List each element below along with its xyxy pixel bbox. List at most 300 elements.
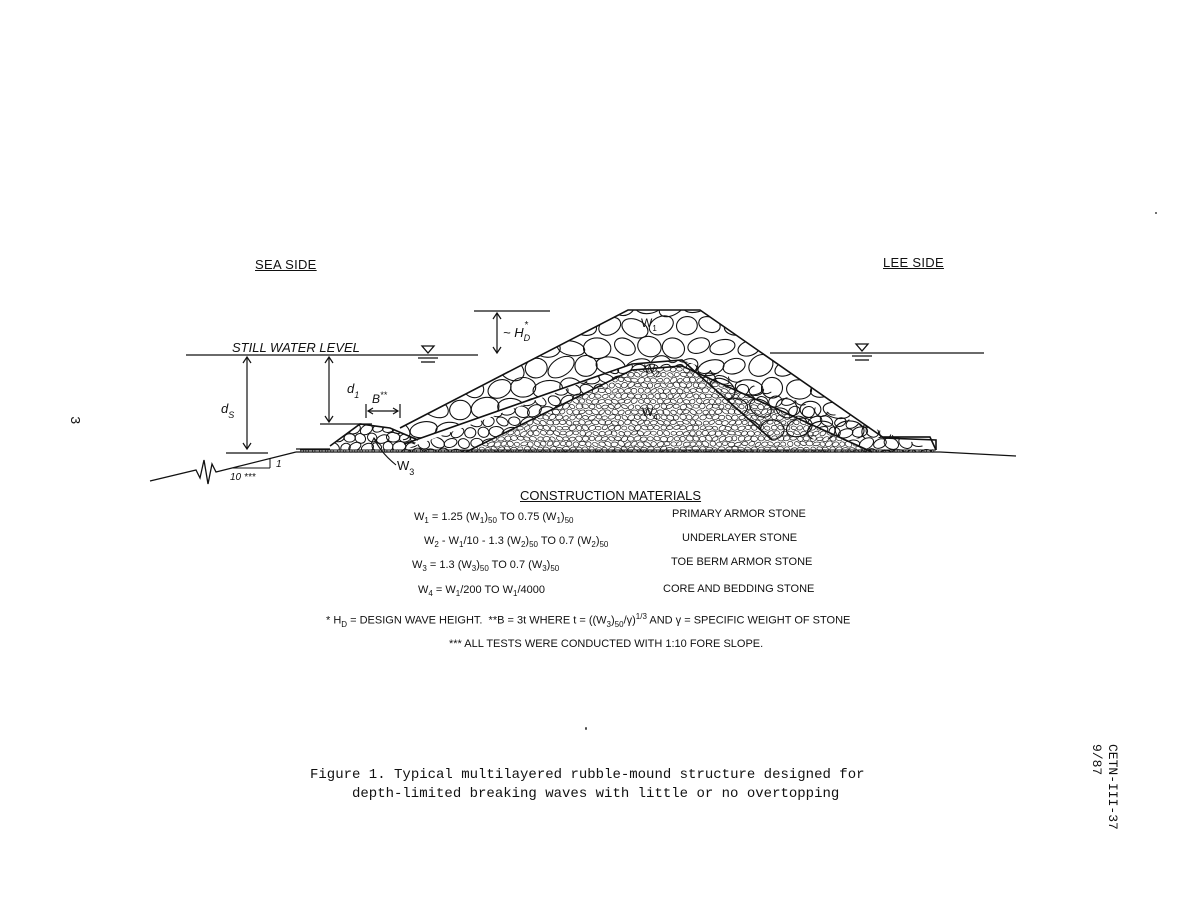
stone xyxy=(596,414,602,419)
stone xyxy=(501,388,508,393)
stone xyxy=(407,373,441,402)
stone xyxy=(481,367,488,371)
stone xyxy=(848,361,856,368)
stone xyxy=(810,361,817,367)
stone xyxy=(806,366,814,373)
stone xyxy=(456,352,471,364)
stone xyxy=(676,367,682,371)
stone xyxy=(585,441,591,447)
stone xyxy=(537,447,542,451)
stone xyxy=(709,399,715,405)
w4-label: $W_4$ xyxy=(642,405,658,422)
stone xyxy=(494,366,502,373)
material-formula-w4: $W_4 = W_1/200$ TO $W_1/4000$ xyxy=(418,584,545,599)
stone xyxy=(501,384,517,395)
stone xyxy=(611,293,639,319)
stone xyxy=(822,436,830,443)
stone xyxy=(578,367,585,373)
stone xyxy=(611,334,638,358)
stone xyxy=(477,426,491,439)
stone xyxy=(774,430,780,435)
material-formula-w1: $W_1 = 1.25$ $(W_1)_{50}$ TO 0.75 $(W_1)_{50}$ xyxy=(414,511,574,526)
stone xyxy=(436,382,451,397)
stone xyxy=(835,372,842,379)
stone xyxy=(674,372,680,377)
stone xyxy=(851,376,859,383)
stone xyxy=(586,399,593,404)
stone xyxy=(628,425,635,431)
stone xyxy=(758,360,765,367)
ds-label: $d_S$ xyxy=(221,401,235,420)
stone xyxy=(865,367,872,373)
stone xyxy=(721,420,728,426)
stone xyxy=(468,365,477,373)
stone xyxy=(690,389,696,393)
stone xyxy=(486,402,504,419)
stone xyxy=(497,383,503,388)
stone xyxy=(751,404,758,409)
stone xyxy=(835,377,861,396)
stone xyxy=(728,431,736,436)
stone xyxy=(705,394,711,398)
stone xyxy=(822,400,853,421)
stone xyxy=(485,372,491,377)
stone xyxy=(505,362,511,367)
stone xyxy=(813,366,821,372)
stone xyxy=(793,436,809,451)
stone xyxy=(827,406,840,415)
stone xyxy=(402,350,419,364)
stone xyxy=(622,426,627,430)
stone xyxy=(832,373,847,385)
stone xyxy=(562,426,569,430)
stone xyxy=(537,425,543,430)
stone xyxy=(661,425,667,430)
stone xyxy=(675,315,698,336)
stone xyxy=(689,408,697,415)
stone xyxy=(627,393,634,398)
stone xyxy=(855,360,862,367)
stone xyxy=(520,388,528,394)
stone xyxy=(733,447,751,463)
ds-dimension xyxy=(226,357,268,453)
stone xyxy=(734,378,763,396)
stone xyxy=(667,372,674,378)
stone xyxy=(417,392,452,422)
stone xyxy=(758,332,790,360)
stone xyxy=(566,408,573,415)
stone xyxy=(654,383,661,389)
stone xyxy=(897,395,913,409)
stone xyxy=(844,376,852,384)
stone xyxy=(533,441,541,448)
stone xyxy=(745,350,777,380)
stone xyxy=(407,338,438,360)
stone xyxy=(829,383,836,387)
stone xyxy=(737,371,746,379)
stone xyxy=(897,414,914,428)
stone xyxy=(810,372,816,378)
stone xyxy=(772,446,789,460)
stone xyxy=(524,357,549,380)
stone xyxy=(838,383,853,397)
stone xyxy=(573,431,578,435)
stone xyxy=(857,339,887,357)
stone xyxy=(865,377,871,383)
stone xyxy=(869,382,875,387)
stone xyxy=(547,319,575,336)
stone xyxy=(771,382,778,388)
stone xyxy=(871,366,878,371)
stone xyxy=(708,419,715,425)
stone xyxy=(478,361,485,365)
stone xyxy=(465,382,472,388)
stone xyxy=(877,450,893,461)
stone xyxy=(517,372,523,376)
stone xyxy=(431,373,444,384)
stone xyxy=(922,391,941,408)
stone xyxy=(843,313,874,338)
stone xyxy=(735,362,748,374)
stone xyxy=(476,362,490,373)
stone xyxy=(592,431,599,437)
stone xyxy=(563,446,581,463)
stone xyxy=(511,362,518,366)
stone xyxy=(488,366,495,373)
stone xyxy=(385,337,411,357)
stone xyxy=(508,298,538,317)
material-desc-w1: PRIMARY ARMOR STONE xyxy=(672,508,806,520)
stone xyxy=(574,354,599,377)
stone xyxy=(637,441,645,448)
swl-marker-sea-icon xyxy=(418,346,438,362)
stone xyxy=(865,385,880,397)
stone xyxy=(544,383,550,389)
page-number: 3 xyxy=(66,416,82,425)
scan-speck xyxy=(1155,212,1157,214)
stone xyxy=(796,315,824,340)
stone xyxy=(615,383,622,389)
stone xyxy=(550,383,556,388)
berm-width-dimension xyxy=(366,404,400,418)
stone xyxy=(861,403,867,409)
stone xyxy=(526,364,541,374)
stone xyxy=(721,356,747,376)
stone xyxy=(633,371,640,378)
stone xyxy=(386,432,400,443)
stone xyxy=(543,436,550,442)
stone xyxy=(653,435,660,441)
stone xyxy=(803,436,809,441)
stone xyxy=(628,372,634,377)
stone xyxy=(844,394,861,409)
stone xyxy=(397,361,413,375)
sea-side-label: SEA SIDE xyxy=(255,257,317,272)
stone xyxy=(541,389,546,393)
stone xyxy=(829,361,836,367)
stone xyxy=(615,415,621,421)
stone xyxy=(609,393,616,399)
stone xyxy=(868,415,875,420)
stone xyxy=(621,404,628,410)
stone xyxy=(865,409,871,415)
stone xyxy=(462,441,469,447)
stone xyxy=(596,314,624,339)
stone xyxy=(872,388,879,393)
stone xyxy=(732,415,738,420)
stone xyxy=(517,436,524,441)
berm-label: B** xyxy=(372,390,388,406)
stone xyxy=(482,377,488,382)
stone xyxy=(861,360,869,367)
stone xyxy=(871,420,878,425)
stone xyxy=(631,410,639,415)
stone xyxy=(517,447,523,452)
stone xyxy=(468,354,500,377)
w3-label: $W_3$ xyxy=(397,458,415,477)
material-desc-w2: UNDERLAYER STONE xyxy=(682,532,798,544)
stone xyxy=(605,409,612,415)
stone xyxy=(876,361,892,376)
stone xyxy=(627,404,634,411)
stone xyxy=(420,357,451,381)
stone xyxy=(773,366,781,373)
stone xyxy=(533,430,540,436)
stone xyxy=(784,360,792,367)
stone xyxy=(917,385,932,396)
stone xyxy=(608,403,615,409)
stone xyxy=(816,437,823,441)
stone xyxy=(530,361,536,365)
stone xyxy=(825,384,840,396)
stone xyxy=(403,396,417,406)
stone xyxy=(533,419,541,425)
stone xyxy=(456,372,473,387)
stone xyxy=(643,430,651,437)
stone xyxy=(930,425,947,440)
stone xyxy=(680,436,686,442)
d1-dimension xyxy=(320,357,372,424)
stone xyxy=(533,367,540,372)
stone xyxy=(559,420,565,424)
stone xyxy=(566,376,573,383)
stone xyxy=(461,366,469,372)
stone xyxy=(422,382,440,397)
stone xyxy=(916,363,933,375)
stone xyxy=(555,361,562,368)
stone xyxy=(796,382,804,389)
stone xyxy=(505,436,511,442)
armor-stones xyxy=(383,290,898,445)
stone xyxy=(786,379,813,401)
stone xyxy=(702,388,708,393)
stone xyxy=(835,393,843,400)
stone xyxy=(851,366,859,373)
stone xyxy=(520,441,528,446)
stone xyxy=(711,393,719,399)
stone xyxy=(743,371,752,378)
stone xyxy=(602,394,608,399)
stone xyxy=(438,336,461,355)
stone xyxy=(540,426,555,440)
stone xyxy=(601,361,609,368)
material-desc-w3: TOE BERM ARMOR STONE xyxy=(671,556,813,568)
stone xyxy=(865,389,872,393)
stone xyxy=(814,383,830,394)
stone xyxy=(560,441,566,446)
figure-caption-line1: Figure 1. Typical multilayered rubble-mound structure designed for xyxy=(310,767,865,783)
stone xyxy=(858,410,865,414)
stone xyxy=(845,354,875,381)
stone xyxy=(831,336,864,364)
stone xyxy=(537,384,543,388)
stone xyxy=(825,364,841,376)
stone xyxy=(790,383,797,388)
stone xyxy=(806,372,823,385)
stone xyxy=(696,398,702,404)
stone xyxy=(839,398,847,405)
stone xyxy=(794,388,800,394)
stone xyxy=(408,361,425,377)
figure-caption-line2: depth-limited breaking waves with little or no overtopping xyxy=(352,786,840,802)
stone xyxy=(870,391,888,407)
stone xyxy=(468,377,474,383)
stone xyxy=(864,440,871,447)
document-date: 9/87 xyxy=(1089,744,1104,776)
stone xyxy=(397,404,411,416)
stone xyxy=(885,374,901,386)
stone xyxy=(579,399,584,403)
stone xyxy=(846,373,861,386)
stone xyxy=(416,395,430,407)
stone xyxy=(456,290,490,320)
stone xyxy=(582,436,589,442)
stone xyxy=(471,361,478,366)
stone xyxy=(819,399,825,405)
stone xyxy=(761,442,768,447)
stone xyxy=(870,372,888,387)
stone xyxy=(771,425,777,430)
stone xyxy=(712,361,719,367)
stone xyxy=(716,442,721,447)
stone xyxy=(583,372,590,377)
stone xyxy=(559,366,565,372)
stone xyxy=(581,360,589,368)
stone xyxy=(708,445,727,462)
stone xyxy=(615,362,621,366)
stone xyxy=(444,373,457,385)
core-stones xyxy=(458,360,879,454)
stone xyxy=(930,362,945,375)
stone xyxy=(722,447,737,461)
stone xyxy=(823,373,828,377)
stone xyxy=(851,387,859,395)
stone xyxy=(794,441,801,447)
stone xyxy=(702,410,708,415)
stone xyxy=(829,393,836,399)
stone xyxy=(686,335,712,356)
stone xyxy=(852,363,867,376)
stone xyxy=(868,371,875,377)
stone xyxy=(838,376,847,384)
stone xyxy=(724,319,749,336)
stone xyxy=(418,313,450,340)
stone xyxy=(910,415,927,428)
stone xyxy=(390,396,406,407)
stone xyxy=(797,372,804,377)
stone xyxy=(589,404,595,409)
material-formula-w2: $W_2 - W_1/10 - 1.3$ $(W_2)_{50}$ TO 0.7 $(W_2)_{50}$ xyxy=(424,535,609,550)
stone xyxy=(443,437,458,449)
stone xyxy=(910,374,925,385)
stone xyxy=(679,414,686,420)
stone xyxy=(904,405,918,416)
stone xyxy=(825,387,832,394)
stone xyxy=(488,362,503,376)
stone xyxy=(680,372,687,377)
stone xyxy=(745,425,750,429)
stone xyxy=(819,388,826,393)
stone xyxy=(449,362,463,375)
stone xyxy=(608,382,615,389)
stone xyxy=(397,313,426,341)
stone xyxy=(801,384,815,396)
stone xyxy=(692,446,700,452)
stone xyxy=(640,437,647,442)
stone xyxy=(435,363,452,377)
stone xyxy=(855,383,861,388)
material-desc-w4: CORE AND BEDDING STONE xyxy=(663,583,815,595)
stone xyxy=(761,366,769,373)
stone xyxy=(597,436,614,451)
stone xyxy=(524,446,531,452)
stone xyxy=(462,406,476,415)
stone xyxy=(616,393,622,398)
stone xyxy=(650,388,657,394)
material-formula-w3: $W_3 = 1.3$ $(W_3)_{50}$ TO 0.7 $(W_3)_{50}$ xyxy=(412,559,560,574)
stone xyxy=(671,442,677,447)
stone xyxy=(809,293,838,315)
stone xyxy=(858,373,874,388)
stone xyxy=(608,361,615,366)
stone xyxy=(576,425,582,431)
stone xyxy=(611,394,629,409)
stone xyxy=(862,383,868,388)
stone xyxy=(635,383,641,387)
stone xyxy=(859,377,866,384)
stone xyxy=(816,371,824,378)
stone xyxy=(925,352,938,364)
stone xyxy=(546,398,554,405)
stone xyxy=(877,385,893,394)
stone xyxy=(695,430,702,437)
stone xyxy=(555,414,562,420)
stone xyxy=(842,392,878,425)
stone xyxy=(758,435,765,441)
stone xyxy=(589,436,595,441)
stone xyxy=(797,425,804,431)
stone xyxy=(664,442,670,446)
stone xyxy=(572,388,578,393)
stone xyxy=(731,361,738,367)
stone xyxy=(800,388,807,394)
stone xyxy=(562,415,569,421)
stone xyxy=(733,292,766,323)
stone xyxy=(514,430,520,436)
stone xyxy=(822,383,830,389)
stone xyxy=(892,363,905,372)
stone xyxy=(872,398,879,405)
